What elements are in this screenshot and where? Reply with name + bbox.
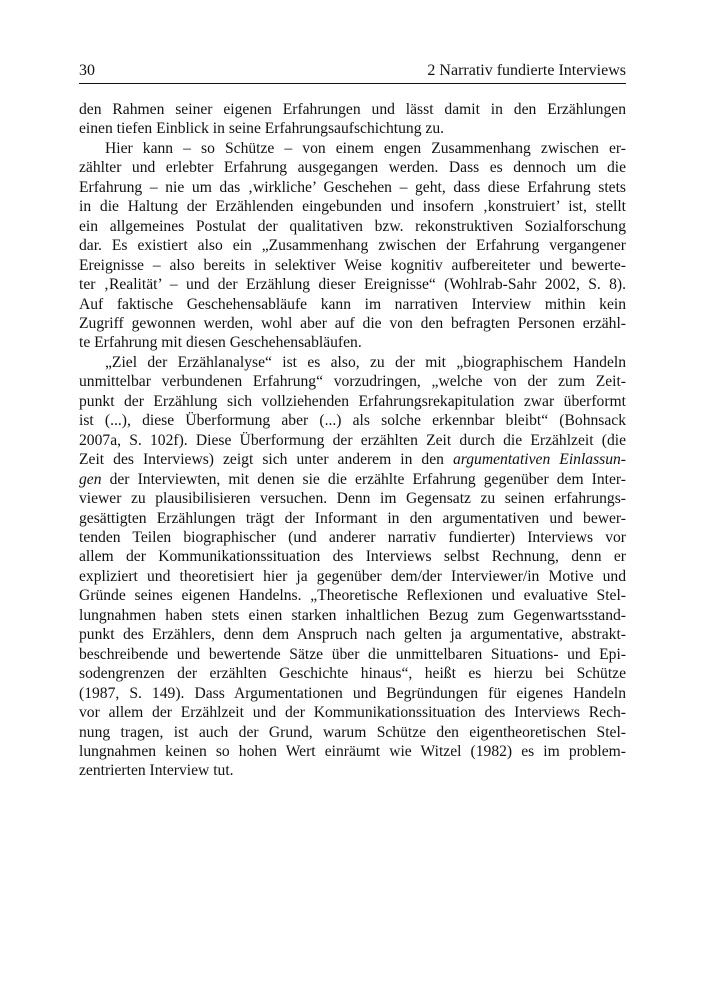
text-segment: tenden Teilen biographischer (und anderer narrativ fundierter) Interviews vor [79,528,626,546]
text-segment: Auf faktische Geschehensabläufe kann im narrativen Interview mithin kein [79,295,626,313]
paragraph [79,353,626,781]
text-line [79,197,626,216]
text-line [79,547,626,566]
text-segment: ein allgemeines Postulat der qualitativen bzw. rekonstruktiven Sozialforschung [79,217,626,235]
text-line [79,100,626,119]
text-segment: den Rahmen seiner eigenen Erfahrungen und lässt damit in den Erzählungen [79,101,626,118]
text-segment: viewer zu plausibilisieren versuchen. Denn im Gegensatz zu seinen erfahrungs- [79,490,626,508]
text-segment: dar. Es existiert also ein „Zusammenhang zwischen der Erfahrung vergangener [79,237,626,255]
text-line [79,119,626,138]
text-segment: zählter und erlebter Erfahrung ausgegangen werden. Dass es dennoch um die [79,159,626,177]
text-line [79,295,626,314]
text-segment: ter ‚Realität’ – und der Erzählung dieser Ereignisse“ (Wohlrab-Sahr 2002, S. 8). [79,276,626,294]
text-line [79,528,626,547]
text-segment: punkt der Erzählung sich vollziehenden Erfahrungsrekapitulation zwar überformt [79,392,626,410]
text-segment: (1987, S. 149). Dass Argumentationen und Begründungen für eigenes Handeln [79,684,626,702]
text-segment: in die Haltung der Erzählenden eingebunden und insofern ‚konstruiert’ ist, stellt [79,198,626,216]
text-segment: Erfahrung – nie um das ‚wirkliche’ Geschehen – geht, dass diese Erfahrung stets [79,178,626,196]
text-segment: gesättigten Erzählungen trägt der Informant in den argumentativen und bewer- [79,509,626,527]
text-line [79,664,626,683]
text-line [79,489,626,508]
text-segment: einen tiefen Einblick in seine Erfahrungsaufschichtung zu. [79,120,445,138]
text-line [79,411,626,430]
text-line [79,703,626,722]
text-line [79,178,626,197]
text-segment: Zeit des Interviews) zeigt sich unter anderem in den [79,451,453,469]
text-segment: der Interviewten, mit denen sie die erzählte Erfahrung gegenüber dem Inter- [101,470,626,488]
text-segment: Ereignisse – also bereits in selektiver Weise kognitiv aufbereiteter und bewerte- [79,256,626,274]
paragraph [79,139,626,353]
page-number: 30 [79,62,95,79]
text-line [79,761,626,780]
text-line [79,567,626,586]
text-segment: Gründe seines eigenen Handelns. „Theoretische Reflexionen und evaluative Stel- [79,587,626,605]
text-line [79,392,626,411]
text-segment: ist (...), diese Überformung aber (...) als solche erkennbar bleibt“ (Bohnsack [79,412,626,430]
text-line [79,742,626,761]
text-segment: „Ziel der Erzählanalyse“ ist es also, zu der mit „biographischem Handeln [105,353,626,371]
text-line [79,372,626,391]
text-segment: te Erfahrung mit diesen Geschehensabläufen. [79,334,362,352]
text-line [79,431,626,450]
text-line [79,314,626,333]
text-segment: 2007a, S. 102f). Diese Überformung der erzählten Zeit durch die Erzählzeit (die [79,431,626,449]
text-line [79,470,626,489]
emphasized-text: gen [79,470,102,488]
text-segment: lungnahmen keinen so hohen Wert einräumt wie Witzel (1982) es im problem- [79,742,626,760]
paragraph [79,100,626,139]
text-line [79,158,626,177]
text-segment: expliziert und theoretisiert hier ja gegenüber dem/der Interviewer/in Motive und [79,567,626,585]
text-line [79,217,626,236]
emphasized-text: argumentativen Einlassun- [452,451,626,469]
header-rule [79,83,626,84]
text-line [79,450,626,469]
running-head [79,62,626,80]
text-line [79,509,626,528]
text-line [79,723,626,742]
text-line [79,645,626,664]
text-line [79,139,626,158]
text-line [79,333,626,352]
chapter-title: 2 Narrativ fundierte Interviews [427,62,626,79]
text-segment: nung tragen, ist auch der Grund, warum Schütze den eigentheoretischen Stel- [79,723,626,741]
text-line [79,684,626,703]
body-text [79,100,626,781]
text-line [79,236,626,255]
text-segment: punkt des Erzählers, denn dem Anspruch nach gelten ja argumentative, abstrakt- [79,626,626,644]
text-segment: Hier kann – so Schütze – von einem engen Zusammenhang zwischen er- [105,139,626,157]
text-segment: vor allem der Erzählzeit und der Kommunikationssituation des Interviews Rech- [79,704,626,722]
text-segment: lungnahmen haben stets einen starken inhaltlichen Bezug zum Gegenwartsstand- [79,606,626,624]
text-line [79,275,626,294]
text-segment: beschreibende und bewertende Sätze über die unmittelbaren Situations- und Epi- [79,645,626,663]
text-line [79,606,626,625]
text-segment: zentrierten Interview tut. [79,762,234,780]
text-line [79,353,626,372]
text-line [79,256,626,275]
text-segment: Zugriff gewonnen werden, wohl aber auf die von den befragten Personen erzähl- [79,314,626,332]
text-segment: allem der Kommunikationssituation des Interviews selbst Rechnung, denn er [79,548,626,566]
text-segment: unmittelbar verbundenen Erfahrung“ vorzudringen, „welche von der zum Zeit- [79,373,626,391]
text-segment: sodengrenzen der erzählten Geschichte hinaus“, heißt es hierzu bei Schütze [79,665,626,683]
text-line [79,586,626,605]
text-line [79,625,626,644]
